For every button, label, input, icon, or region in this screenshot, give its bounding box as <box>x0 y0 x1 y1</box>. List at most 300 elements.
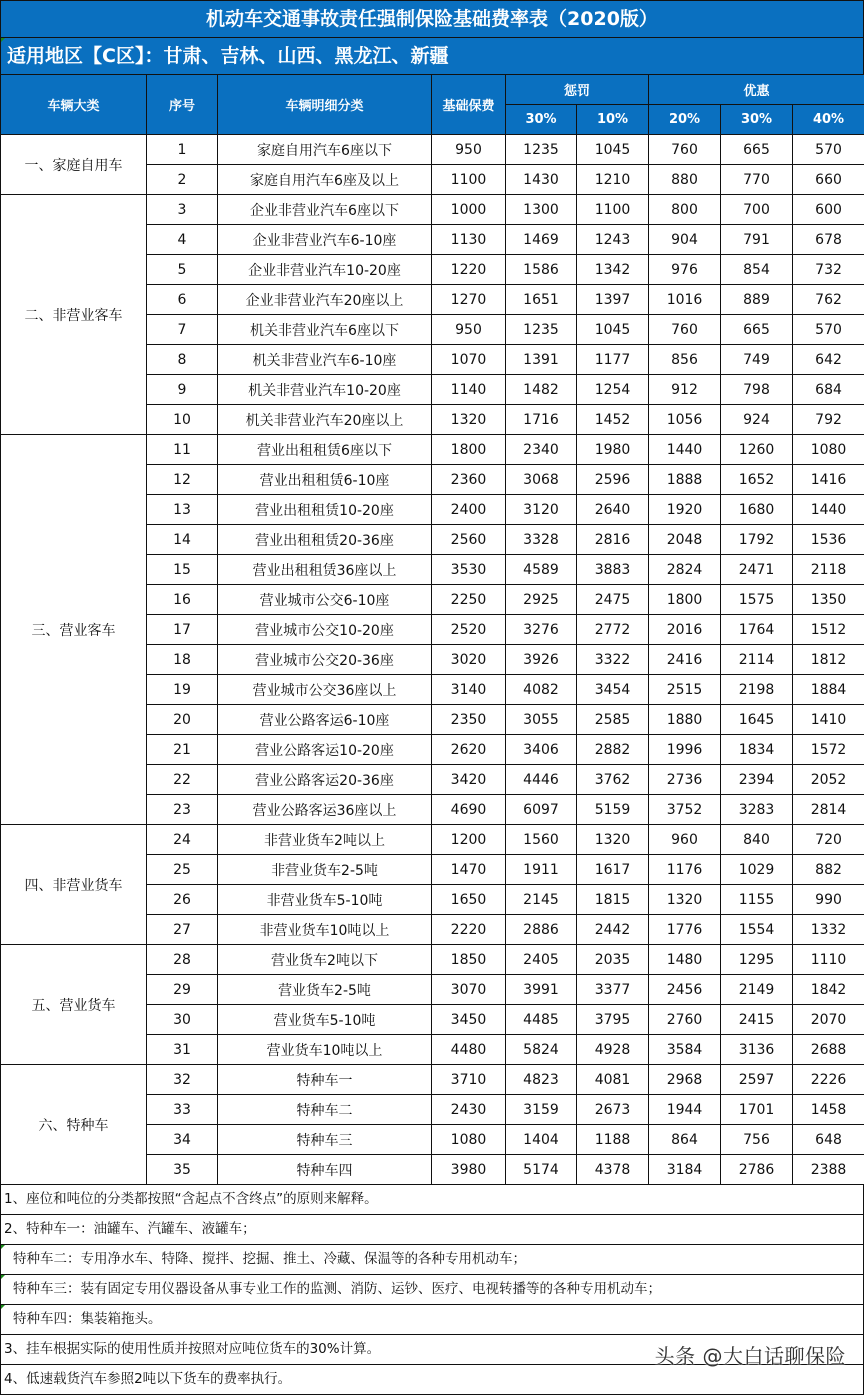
discount-40-cell: 1410 <box>793 705 864 735</box>
seq-cell: 32 <box>147 1065 218 1095</box>
detail-cell: 营业公路客运36座以上 <box>218 795 432 825</box>
penalty-30-cell: 4082 <box>506 675 577 705</box>
discount-20-cell: 760 <box>649 135 721 165</box>
discount-40-cell: 1350 <box>793 585 864 615</box>
penalty-30-cell: 1716 <box>506 405 577 435</box>
base-premium-cell: 2620 <box>432 735 506 765</box>
discount-30-cell: 798 <box>721 375 793 405</box>
discount-20-cell: 2968 <box>649 1065 721 1095</box>
discount-20-cell: 864 <box>649 1125 721 1155</box>
seq-cell: 6 <box>147 285 218 315</box>
table-row <box>1 135 864 165</box>
penalty-30-cell: 1560 <box>506 825 577 855</box>
note-text: 3、挂车根据实际的使用性质并按照对应吨位货车的30%计算。 <box>4 1341 380 1357</box>
penalty-30-cell: 1651 <box>506 285 577 315</box>
discount-30-cell: 924 <box>721 405 793 435</box>
discount-40-cell: 570 <box>793 135 864 165</box>
penalty-10-cell: 3377 <box>577 975 649 1005</box>
base-premium-cell: 1080 <box>432 1125 506 1155</box>
discount-40-cell: 990 <box>793 885 864 915</box>
seq-cell: 24 <box>147 825 218 855</box>
penalty-30-cell: 2405 <box>506 945 577 975</box>
discount-30-cell: 665 <box>721 135 793 165</box>
category-cell: 五、营业货车 <box>1 945 147 1065</box>
penalty-10-cell: 2816 <box>577 525 649 555</box>
penalty-10-cell: 1177 <box>577 345 649 375</box>
penalty-10-cell: 1100 <box>577 195 649 225</box>
penalty-10-cell: 3795 <box>577 1005 649 1035</box>
penalty-30-cell: 3276 <box>506 615 577 645</box>
discount-40-cell: 1572 <box>793 735 864 765</box>
penalty-10-cell: 1188 <box>577 1125 649 1155</box>
discount-40-cell: 2118 <box>793 555 864 585</box>
discount-40-cell: 1080 <box>793 435 864 465</box>
penalty-10-cell: 1617 <box>577 855 649 885</box>
discount-30-cell: 770 <box>721 165 793 195</box>
base-premium-cell: 2220 <box>432 915 506 945</box>
note-line <box>0 1245 864 1275</box>
discount-20-cell: 2048 <box>649 525 721 555</box>
page-title: 机动车交通事故责任强制保险基础费率表（2020版） <box>1 1 863 37</box>
penalty-30-cell: 1469 <box>506 225 577 255</box>
penalty-10-cell: 1045 <box>577 135 649 165</box>
discount-20-cell: 2456 <box>649 975 721 1005</box>
col-header-category: 车辆大类 <box>1 75 147 135</box>
table-row <box>1 195 864 225</box>
discount-40-cell: 882 <box>793 855 864 885</box>
penalty-30-cell: 4446 <box>506 765 577 795</box>
discount-20-cell: 912 <box>649 375 721 405</box>
seq-cell: 7 <box>147 315 218 345</box>
seq-cell: 11 <box>147 435 218 465</box>
detail-cell: 非营业货车2吨以上 <box>218 825 432 855</box>
seq-cell: 26 <box>147 885 218 915</box>
base-premium-cell: 1140 <box>432 375 506 405</box>
discount-30-cell: 2471 <box>721 555 793 585</box>
base-premium-cell: 3140 <box>432 675 506 705</box>
detail-cell: 机关非营业汽车20座以上 <box>218 405 432 435</box>
penalty-10-cell: 3454 <box>577 675 649 705</box>
penalty-30-cell: 1391 <box>506 345 577 375</box>
discount-40-cell: 2814 <box>793 795 864 825</box>
discount-40-cell: 1440 <box>793 495 864 525</box>
penalty-30-cell: 1586 <box>506 255 577 285</box>
seq-cell: 23 <box>147 795 218 825</box>
rate-table-body <box>1 135 864 1185</box>
discount-30-cell: 1645 <box>721 705 793 735</box>
discount-40-cell: 1536 <box>793 525 864 555</box>
discount-20-cell: 1800 <box>649 585 721 615</box>
seq-cell: 13 <box>147 495 218 525</box>
penalty-10-cell: 2035 <box>577 945 649 975</box>
base-premium-cell: 1470 <box>432 855 506 885</box>
seq-cell: 9 <box>147 375 218 405</box>
seq-cell: 2 <box>147 165 218 195</box>
penalty-30-cell: 3406 <box>506 735 577 765</box>
seq-cell: 25 <box>147 855 218 885</box>
penalty-10-cell: 5159 <box>577 795 649 825</box>
detail-cell: 企业非营业汽车6座以下 <box>218 195 432 225</box>
discount-30-cell: 1680 <box>721 495 793 525</box>
discount-40-cell: 600 <box>793 195 864 225</box>
discount-30-cell: 1575 <box>721 585 793 615</box>
penalty-10-cell: 2596 <box>577 465 649 495</box>
discount-40-cell: 2052 <box>793 765 864 795</box>
detail-cell: 特种车一 <box>218 1065 432 1095</box>
note-text: 1、座位和吨位的分类都按照“含起点不含终点”的原则来解释。 <box>4 1191 378 1207</box>
detail-cell: 营业城市公交20-36座 <box>218 645 432 675</box>
header-banner <box>0 0 864 74</box>
discount-30-cell: 2149 <box>721 975 793 1005</box>
base-premium-cell: 1650 <box>432 885 506 915</box>
discount-40-cell: 678 <box>793 225 864 255</box>
note-text: 2、特种车一：油罐车、汽罐车、液罐车； <box>4 1221 256 1237</box>
detail-cell: 企业非营业汽车10-20座 <box>218 255 432 285</box>
discount-40-cell: 1458 <box>793 1095 864 1125</box>
discount-30-cell: 1701 <box>721 1095 793 1125</box>
penalty-10-cell: 1342 <box>577 255 649 285</box>
discount-20-cell: 1920 <box>649 495 721 525</box>
penalty-10-cell: 1243 <box>577 225 649 255</box>
discount-30-cell: 1792 <box>721 525 793 555</box>
discount-20-cell: 2760 <box>649 1005 721 1035</box>
cell-comment-marker-icon <box>1 38 5 42</box>
base-premium-cell: 1270 <box>432 285 506 315</box>
col-header-penalty-30: 30% <box>506 105 577 135</box>
note-line <box>0 1185 864 1215</box>
discount-30-cell: 3283 <box>721 795 793 825</box>
note-text: 4、低速载货汽车参照2吨以下货车的费率执行。 <box>4 1371 291 1387</box>
col-header-penalty: 惩罚 <box>506 75 649 105</box>
detail-cell: 机关非营业汽车6座以下 <box>218 315 432 345</box>
discount-20-cell: 1480 <box>649 945 721 975</box>
base-premium-cell: 2250 <box>432 585 506 615</box>
penalty-10-cell: 1045 <box>577 315 649 345</box>
detail-cell: 营业城市公交10-20座 <box>218 615 432 645</box>
penalty-10-cell: 4928 <box>577 1035 649 1065</box>
penalty-10-cell: 1397 <box>577 285 649 315</box>
seq-cell: 34 <box>147 1125 218 1155</box>
discount-30-cell: 1260 <box>721 435 793 465</box>
base-premium-cell: 4480 <box>432 1035 506 1065</box>
base-premium-cell: 1070 <box>432 345 506 375</box>
category-cell: 一、家庭自用车 <box>1 135 147 195</box>
detail-cell: 非营业货车10吨以上 <box>218 915 432 945</box>
base-premium-cell: 1320 <box>432 405 506 435</box>
table-row <box>1 1065 864 1095</box>
base-premium-cell: 2360 <box>432 465 506 495</box>
penalty-10-cell: 1254 <box>577 375 649 405</box>
penalty-30-cell: 1404 <box>506 1125 577 1155</box>
discount-40-cell: 2388 <box>793 1155 864 1185</box>
discount-20-cell: 1996 <box>649 735 721 765</box>
discount-30-cell: 2786 <box>721 1155 793 1185</box>
discount-20-cell: 1016 <box>649 285 721 315</box>
base-premium-cell: 3420 <box>432 765 506 795</box>
detail-cell: 营业公路客运6-10座 <box>218 705 432 735</box>
detail-cell: 家庭自用汽车6座及以上 <box>218 165 432 195</box>
discount-20-cell: 880 <box>649 165 721 195</box>
discount-40-cell: 732 <box>793 255 864 285</box>
discount-40-cell: 2070 <box>793 1005 864 1035</box>
penalty-10-cell: 2475 <box>577 585 649 615</box>
base-premium-cell: 1200 <box>432 825 506 855</box>
detail-cell: 营业货车10吨以上 <box>218 1035 432 1065</box>
detail-cell: 企业非营业汽车20座以上 <box>218 285 432 315</box>
base-premium-cell: 1800 <box>432 435 506 465</box>
base-premium-cell: 3450 <box>432 1005 506 1035</box>
base-premium-cell: 2400 <box>432 495 506 525</box>
penalty-30-cell: 3055 <box>506 705 577 735</box>
discount-20-cell: 1440 <box>649 435 721 465</box>
penalty-10-cell: 2640 <box>577 495 649 525</box>
seq-cell: 28 <box>147 945 218 975</box>
discount-30-cell: 854 <box>721 255 793 285</box>
discount-20-cell: 2416 <box>649 645 721 675</box>
discount-40-cell: 1332 <box>793 915 864 945</box>
seq-cell: 5 <box>147 255 218 285</box>
discount-40-cell: 792 <box>793 405 864 435</box>
base-premium-cell: 3020 <box>432 645 506 675</box>
seq-cell: 4 <box>147 225 218 255</box>
penalty-10-cell: 1320 <box>577 825 649 855</box>
col-header-penalty-10: 10% <box>577 105 649 135</box>
penalty-30-cell: 6097 <box>506 795 577 825</box>
seq-cell: 21 <box>147 735 218 765</box>
detail-cell: 营业出租租赁20-36座 <box>218 525 432 555</box>
base-premium-cell: 1850 <box>432 945 506 975</box>
penalty-10-cell: 1980 <box>577 435 649 465</box>
discount-40-cell: 1416 <box>793 465 864 495</box>
discount-40-cell: 720 <box>793 825 864 855</box>
seq-cell: 12 <box>147 465 218 495</box>
seq-cell: 27 <box>147 915 218 945</box>
base-premium-cell: 1100 <box>432 165 506 195</box>
seq-cell: 15 <box>147 555 218 585</box>
seq-cell: 18 <box>147 645 218 675</box>
note-line <box>0 1215 864 1245</box>
detail-cell: 营业出租租赁6-10座 <box>218 465 432 495</box>
detail-cell: 特种车三 <box>218 1125 432 1155</box>
penalty-10-cell: 3762 <box>577 765 649 795</box>
seq-cell: 29 <box>147 975 218 1005</box>
penalty-10-cell: 2772 <box>577 615 649 645</box>
discount-30-cell: 2198 <box>721 675 793 705</box>
col-header-seq: 序号 <box>147 75 218 135</box>
seq-cell: 14 <box>147 525 218 555</box>
note-line <box>0 1275 864 1305</box>
penalty-10-cell: 2673 <box>577 1095 649 1125</box>
discount-30-cell: 756 <box>721 1125 793 1155</box>
base-premium-cell: 950 <box>432 315 506 345</box>
discount-30-cell: 700 <box>721 195 793 225</box>
discount-40-cell: 684 <box>793 375 864 405</box>
watermark: 头条 @大白话聊保险 <box>655 1340 846 1369</box>
seq-cell: 20 <box>147 705 218 735</box>
detail-cell: 营业城市公交6-10座 <box>218 585 432 615</box>
base-premium-cell: 2350 <box>432 705 506 735</box>
penalty-30-cell: 3328 <box>506 525 577 555</box>
detail-cell: 营业城市公交36座以上 <box>218 675 432 705</box>
penalty-30-cell: 4823 <box>506 1065 577 1095</box>
seq-cell: 8 <box>147 345 218 375</box>
detail-cell: 营业出租租赁36座以上 <box>218 555 432 585</box>
penalty-10-cell: 2585 <box>577 705 649 735</box>
penalty-10-cell: 1452 <box>577 405 649 435</box>
discount-40-cell: 1512 <box>793 615 864 645</box>
seq-cell: 17 <box>147 615 218 645</box>
detail-cell: 营业出租租赁6座以下 <box>218 435 432 465</box>
discount-40-cell: 1842 <box>793 975 864 1005</box>
discount-30-cell: 1834 <box>721 735 793 765</box>
table-row <box>1 435 864 465</box>
discount-40-cell: 1110 <box>793 945 864 975</box>
discount-20-cell: 1880 <box>649 705 721 735</box>
detail-cell: 营业货车2-5吨 <box>218 975 432 1005</box>
penalty-30-cell: 1482 <box>506 375 577 405</box>
discount-20-cell: 904 <box>649 225 721 255</box>
penalty-30-cell: 5174 <box>506 1155 577 1185</box>
discount-40-cell: 1884 <box>793 675 864 705</box>
discount-20-cell: 760 <box>649 315 721 345</box>
penalty-30-cell: 2925 <box>506 585 577 615</box>
discount-30-cell: 791 <box>721 225 793 255</box>
discount-20-cell: 2736 <box>649 765 721 795</box>
note-text: 特种车三：装有固定专用仪器设备从事专业工作的监测、消防、运钞、医疗、电视转播等的各种专用机动车； <box>13 1281 661 1297</box>
discount-40-cell: 2226 <box>793 1065 864 1095</box>
penalty-30-cell: 2886 <box>506 915 577 945</box>
col-header-discount-30: 30% <box>721 105 793 135</box>
penalty-10-cell: 2882 <box>577 735 649 765</box>
penalty-30-cell: 1911 <box>506 855 577 885</box>
penalty-30-cell: 5824 <box>506 1035 577 1065</box>
seq-cell: 19 <box>147 675 218 705</box>
detail-cell: 特种车四 <box>218 1155 432 1185</box>
base-premium-cell: 3980 <box>432 1155 506 1185</box>
penalty-30-cell: 4589 <box>506 555 577 585</box>
discount-40-cell: 762 <box>793 285 864 315</box>
discount-30-cell: 840 <box>721 825 793 855</box>
note-text: 特种车二：专用净水车、特降、搅拌、挖掘、推土、冷藏、保温等的各种专用机动车； <box>13 1251 526 1267</box>
penalty-30-cell: 3159 <box>506 1095 577 1125</box>
penalty-30-cell: 1235 <box>506 315 577 345</box>
discount-40-cell: 1812 <box>793 645 864 675</box>
penalty-30-cell: 3120 <box>506 495 577 525</box>
base-premium-cell: 1220 <box>432 255 506 285</box>
discount-30-cell: 1295 <box>721 945 793 975</box>
discount-40-cell: 570 <box>793 315 864 345</box>
note-line <box>0 1305 864 1335</box>
detail-cell: 特种车二 <box>218 1095 432 1125</box>
discount-20-cell: 2515 <box>649 675 721 705</box>
penalty-30-cell: 3926 <box>506 645 577 675</box>
discount-20-cell: 2016 <box>649 615 721 645</box>
note-text: 特种车四：集装箱拖头。 <box>13 1311 162 1327</box>
discount-20-cell: 3184 <box>649 1155 721 1185</box>
base-premium-cell: 2560 <box>432 525 506 555</box>
note-line <box>0 1365 864 1395</box>
category-cell: 二、非营业客车 <box>1 195 147 435</box>
discount-20-cell: 856 <box>649 345 721 375</box>
detail-cell: 企业非营业汽车6-10座 <box>218 225 432 255</box>
discount-30-cell: 749 <box>721 345 793 375</box>
base-premium-cell: 1130 <box>432 225 506 255</box>
discount-30-cell: 3136 <box>721 1035 793 1065</box>
table-row <box>1 825 864 855</box>
discount-20-cell: 2824 <box>649 555 721 585</box>
base-premium-cell: 2520 <box>432 615 506 645</box>
detail-cell: 营业货车2吨以下 <box>218 945 432 975</box>
base-premium-cell: 1000 <box>432 195 506 225</box>
detail-cell: 营业货车5-10吨 <box>218 1005 432 1035</box>
seq-cell: 10 <box>147 405 218 435</box>
penalty-30-cell: 2145 <box>506 885 577 915</box>
discount-20-cell: 960 <box>649 825 721 855</box>
discount-20-cell: 1888 <box>649 465 721 495</box>
base-premium-cell: 4690 <box>432 795 506 825</box>
base-premium-cell: 3710 <box>432 1065 506 1095</box>
region-line <box>1 37 863 74</box>
detail-cell: 非营业货车5-10吨 <box>218 885 432 915</box>
discount-40-cell: 648 <box>793 1125 864 1155</box>
detail-cell: 机关非营业汽车10-20座 <box>218 375 432 405</box>
detail-cell: 营业公路客运20-36座 <box>218 765 432 795</box>
seq-cell: 22 <box>147 765 218 795</box>
penalty-30-cell: 1235 <box>506 135 577 165</box>
base-premium-cell: 3070 <box>432 975 506 1005</box>
penalty-30-cell: 3991 <box>506 975 577 1005</box>
discount-30-cell: 1764 <box>721 615 793 645</box>
detail-cell: 营业出租租赁10-20座 <box>218 495 432 525</box>
discount-30-cell: 889 <box>721 285 793 315</box>
table-row <box>1 945 864 975</box>
detail-cell: 家庭自用汽车6座以下 <box>218 135 432 165</box>
seq-cell: 35 <box>147 1155 218 1185</box>
col-header-discount-20: 20% <box>649 105 721 135</box>
cell-comment-marker-icon <box>1 1305 5 1309</box>
seq-cell: 33 <box>147 1095 218 1125</box>
seq-cell: 1 <box>147 135 218 165</box>
discount-20-cell: 1320 <box>649 885 721 915</box>
detail-cell: 非营业货车2-5吨 <box>218 855 432 885</box>
penalty-10-cell: 4378 <box>577 1155 649 1185</box>
penalty-10-cell: 3883 <box>577 555 649 585</box>
discount-30-cell: 2597 <box>721 1065 793 1095</box>
discount-20-cell: 3584 <box>649 1035 721 1065</box>
base-premium-cell: 2430 <box>432 1095 506 1125</box>
discount-30-cell: 1029 <box>721 855 793 885</box>
discount-30-cell: 1554 <box>721 915 793 945</box>
cell-comment-marker-icon <box>1 1275 5 1279</box>
penalty-30-cell: 2340 <box>506 435 577 465</box>
base-premium-cell: 3530 <box>432 555 506 585</box>
col-header-detail: 车辆明细分类 <box>218 75 432 135</box>
discount-30-cell: 665 <box>721 315 793 345</box>
category-cell: 四、非营业货车 <box>1 825 147 945</box>
penalty-10-cell: 1210 <box>577 165 649 195</box>
penalty-30-cell: 4485 <box>506 1005 577 1035</box>
discount-40-cell: 642 <box>793 345 864 375</box>
penalty-10-cell: 1815 <box>577 885 649 915</box>
base-premium-cell: 950 <box>432 135 506 165</box>
category-cell: 六、特种车 <box>1 1065 147 1185</box>
discount-40-cell: 2688 <box>793 1035 864 1065</box>
penalty-30-cell: 1300 <box>506 195 577 225</box>
seq-cell: 31 <box>147 1035 218 1065</box>
discount-30-cell: 2114 <box>721 645 793 675</box>
penalty-10-cell: 2442 <box>577 915 649 945</box>
cell-comment-marker-icon <box>1 1245 5 1249</box>
